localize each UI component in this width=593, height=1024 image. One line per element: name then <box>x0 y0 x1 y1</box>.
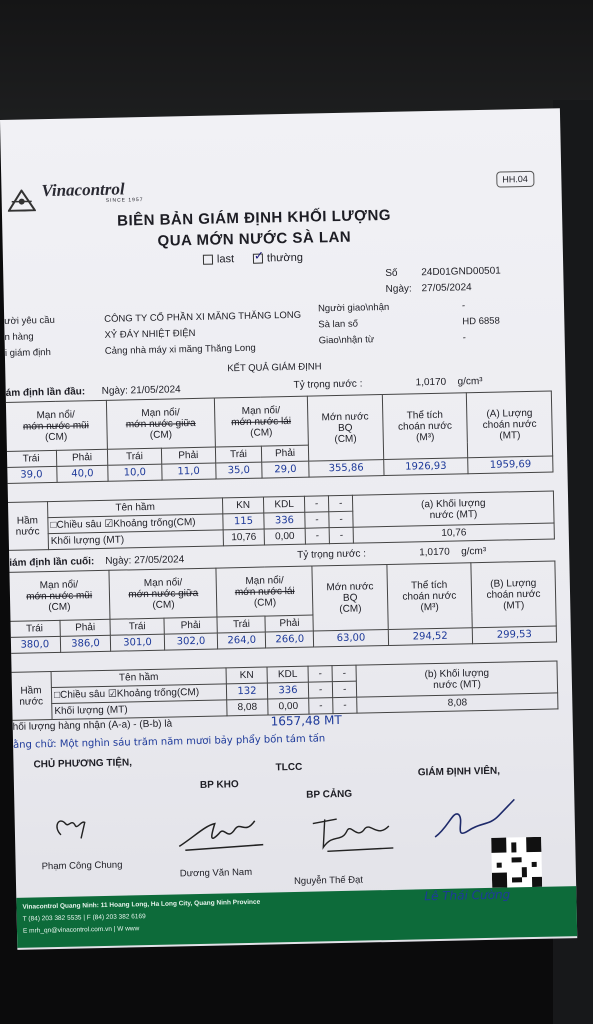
first-mass-kn: 10,76 <box>223 529 264 546</box>
last-dash-1: - <box>308 666 332 683</box>
first-aft-port: Trái <box>215 446 262 463</box>
first-dash-3: - <box>305 512 329 529</box>
first-col-vol: Thể tích choán nước (M³) <box>382 393 468 460</box>
first-value-5: 29,0 <box>262 461 309 478</box>
requester-label: ười yêu cầu <box>4 314 55 327</box>
first-bow-stbd: Phải <box>56 449 107 466</box>
last-aft-stbd: Phải <box>265 615 313 632</box>
last-mass-kdl: 0,00 <box>268 698 309 715</box>
first-bow-port: Trái <box>5 450 56 467</box>
last-bow-stbd: Phải <box>60 619 111 636</box>
last-density-value: 1,0170 <box>419 546 450 559</box>
option-normal: ✓ thường <box>253 252 303 265</box>
last-value-0: 380,0 <box>9 636 60 653</box>
first-water-mass-value: 10,76 <box>353 523 554 543</box>
first-value-3: 11,0 <box>162 463 216 480</box>
first-mid-port: Trái <box>107 448 161 465</box>
last-aft-port: Trái <box>217 616 265 633</box>
giver-label: Người giao\nhận <box>317 301 390 315</box>
requester-value: CÔNG TY CỔ PHẦN XI MĂNG THĂNG LONG <box>104 309 302 325</box>
tlcc-label: TLCC <box>275 761 303 774</box>
first-col-mass: (A) Lượng choán nước (MT) <box>467 391 553 458</box>
document-subtitle: QUA MỚN NƯỚC SÀ LAN <box>157 228 352 250</box>
option-last: last <box>203 253 234 266</box>
last-col-mid: Mạn nổi/ mớn nước giữa (CM) <box>109 568 217 619</box>
first-hold-label: Hầm nước <box>7 502 49 551</box>
checkbox-normal <box>253 254 263 264</box>
place-label: i giám định <box>4 346 51 359</box>
giver-value: - <box>461 300 466 312</box>
last-hold-name: Tên hầm <box>51 668 226 688</box>
last-survey-label: iám định lần cuối: <box>9 556 95 569</box>
first-value-1: 40,0 <box>57 465 108 482</box>
place-value: Cảng nhà máy xi măng Thăng Long <box>104 342 256 357</box>
first-mass-row: Khối lượng (MT) <box>48 530 223 550</box>
first-value-2: 10,0 <box>108 464 162 481</box>
last-density-unit: g/cm³ <box>461 545 487 558</box>
first-value-7: 1926,93 <box>383 458 468 476</box>
first-survey-date: Ngày: 21/05/2024 <box>101 384 181 397</box>
warehouse-signature-icon <box>175 815 266 857</box>
first-value-4: 35,0 <box>215 462 262 479</box>
first-dash-4: - <box>329 511 353 528</box>
first-col-mid: Mạn nổi/ mớn nước giữa (CM) <box>106 398 215 449</box>
footer-address: Vinacontrol Quang Ninh: 11 Hoang Long, Ha Long City, Quang Ninh Province <box>22 898 261 911</box>
first-value-6: 355,86 <box>309 460 384 478</box>
last-dash-3: - <box>308 682 332 699</box>
first-value-8: 1959,69 <box>468 456 553 474</box>
vinacontrol-logo-icon <box>7 189 35 212</box>
footer-email: E mrh_qn@vinacontrol.com.vn | W www <box>22 925 140 935</box>
warehouse-name: Dương Văn Nam <box>179 866 253 880</box>
date-label: Ngày: <box>385 283 412 295</box>
first-hold-name: Tên hầm <box>48 498 223 518</box>
last-hold-label: Hầm nước <box>10 672 52 721</box>
surveyor-title: GIÁM ĐỊNH VIÊN, <box>417 765 501 779</box>
first-depth-kn: 115 <box>223 513 264 530</box>
goods-value: XỶ ĐÁY NHIỆT ĐIỆN <box>104 327 196 341</box>
owner-signature-icon <box>51 812 92 843</box>
first-draft-table <box>4 391 554 484</box>
first-dash-6: - <box>329 527 353 544</box>
last-kdl-header: KDL <box>267 666 308 683</box>
form-code: HH.04 <box>496 171 534 188</box>
last-dash-4: - <box>332 681 356 698</box>
first-depth-kdl: 336 <box>264 512 305 529</box>
last-draft-table <box>7 560 557 653</box>
received-mass-label: hối lượng hàng nhận (A-a) - (B-b) là <box>12 718 173 733</box>
received-mass-value: 1657,48 MT <box>270 712 342 729</box>
received-mass-words: ằng chữ: Một nghìn sáu trăm năm mươi bảy phẩy bốn tám tấn <box>12 733 326 751</box>
result-heading: KẾT QUẢ GIÁM ĐỊNH <box>227 361 322 375</box>
last-mass-row: Khối lượng (MT) <box>52 700 227 720</box>
brand-logo-text: Vinacontrol <box>41 179 125 201</box>
last-col-vol: Thể tích choán nước (M³) <box>387 563 472 630</box>
port-title: BP CẢNG <box>306 788 353 801</box>
first-dash-2: - <box>329 495 353 512</box>
last-density-label: Tỷ trọng nước : <box>297 548 367 561</box>
qr-code-icon <box>491 837 542 888</box>
first-kdl-header: KDL <box>263 496 304 513</box>
footer-phone: T (84) 203 382 5535 | F (84) 203 382 6169 <box>22 913 146 923</box>
number-label: Số <box>385 267 398 279</box>
port-signature-icon <box>307 812 398 858</box>
first-kn-header: KN <box>222 497 263 514</box>
first-depth-row: □Chiều sâu ☑Khoảng trống(CM) <box>48 514 223 534</box>
last-dash-2: - <box>332 665 356 682</box>
brand-since: SINCE 1957 <box>105 197 144 204</box>
from-value: - <box>462 332 466 344</box>
last-value-3: 302,0 <box>164 633 218 650</box>
last-value-5: 266,0 <box>266 631 314 648</box>
last-mid-stbd: Phải <box>164 617 218 634</box>
last-survey-date: Ngày: 27/05/2024 <box>105 554 185 567</box>
first-col-bow: Mạn nổi/ mớn nước mũi (CM) <box>4 400 107 451</box>
first-value-0: 39,0 <box>6 466 57 483</box>
port-name: Nguyễn Thế Đạt <box>293 874 364 888</box>
last-bow-port: Trái <box>9 620 60 637</box>
first-col-aft: Mạn nổi/ mớn nước lái (CM) <box>214 396 308 447</box>
last-col-aft: Mạn nổi/ mớn nước lái (CM) <box>216 566 313 617</box>
last-value-6: 63,00 <box>314 629 389 647</box>
last-col-avg: Mớn nước BQ (CM) <box>312 564 388 631</box>
goods-label: n hàng <box>4 331 34 343</box>
last-water-mass-value: 8,08 <box>357 693 558 713</box>
number-value: 24D01GND00501 <box>421 265 501 279</box>
first-dash-1: - <box>304 496 328 513</box>
last-depth-kn: 132 <box>226 683 267 700</box>
last-value-2: 301,0 <box>111 634 165 651</box>
first-aft-stbd: Phải <box>262 445 309 462</box>
barge-value: HD 6858 <box>462 315 500 328</box>
last-kn-header: KN <box>226 667 267 684</box>
checkbox-last <box>203 255 213 265</box>
first-mass-kdl: 0,00 <box>264 528 305 545</box>
last-mass-kn: 8,08 <box>227 699 268 716</box>
owner-name: Phạm Công Chung <box>41 859 123 873</box>
last-depth-kdl: 336 <box>267 682 308 699</box>
last-value-7: 294,52 <box>388 628 472 646</box>
last-value-8: 299,53 <box>472 626 556 644</box>
survey-document <box>0 108 577 950</box>
last-col-bow: Mạn nổi/ mớn nước mũi (CM) <box>8 570 110 621</box>
first-water-mass-label: (a) Khối lượng nước (MT) <box>353 491 554 527</box>
first-mid-stbd: Phải <box>161 447 215 464</box>
date-value: 27/05/2024 <box>421 282 472 295</box>
last-value-4: 264,0 <box>218 632 266 649</box>
first-col-avg: Mớn nước BQ (CM) <box>307 395 383 462</box>
first-density-label: Tỷ trọng nước : <box>293 378 363 391</box>
first-ballast-table <box>6 490 555 550</box>
first-density-unit: g/cm³ <box>457 375 483 388</box>
last-col-mass: (B) Lượng choán nước (MT) <box>471 561 556 628</box>
last-water-mass-label: (b) Khối lượng nước (MT) <box>356 661 557 697</box>
last-dash-5: - <box>309 698 333 715</box>
last-depth-row: □Chiều sâu ☑Khoảng trống(CM) <box>51 684 226 704</box>
first-density-value: 1,0170 <box>415 376 447 389</box>
last-dash-6: - <box>333 697 357 714</box>
barge-label: Sà lan số <box>318 318 359 331</box>
owner-title: CHỦ PHƯƠNG TIỆN, <box>33 757 133 771</box>
first-survey-label: ám định lần đầu: <box>5 386 86 399</box>
last-mid-port: Trái <box>110 618 164 635</box>
surveyor-name: Lê Thái Cường <box>424 887 511 904</box>
document-title: BIÊN BẢN GIÁM ĐỊNH KHỐI LƯỢNG <box>116 206 392 230</box>
from-label: Giao\nhận từ <box>318 334 375 347</box>
first-dash-5: - <box>305 528 329 545</box>
warehouse-title: BP KHO <box>199 779 239 791</box>
last-ballast-table <box>10 660 559 720</box>
last-value-1: 386,0 <box>60 635 111 652</box>
